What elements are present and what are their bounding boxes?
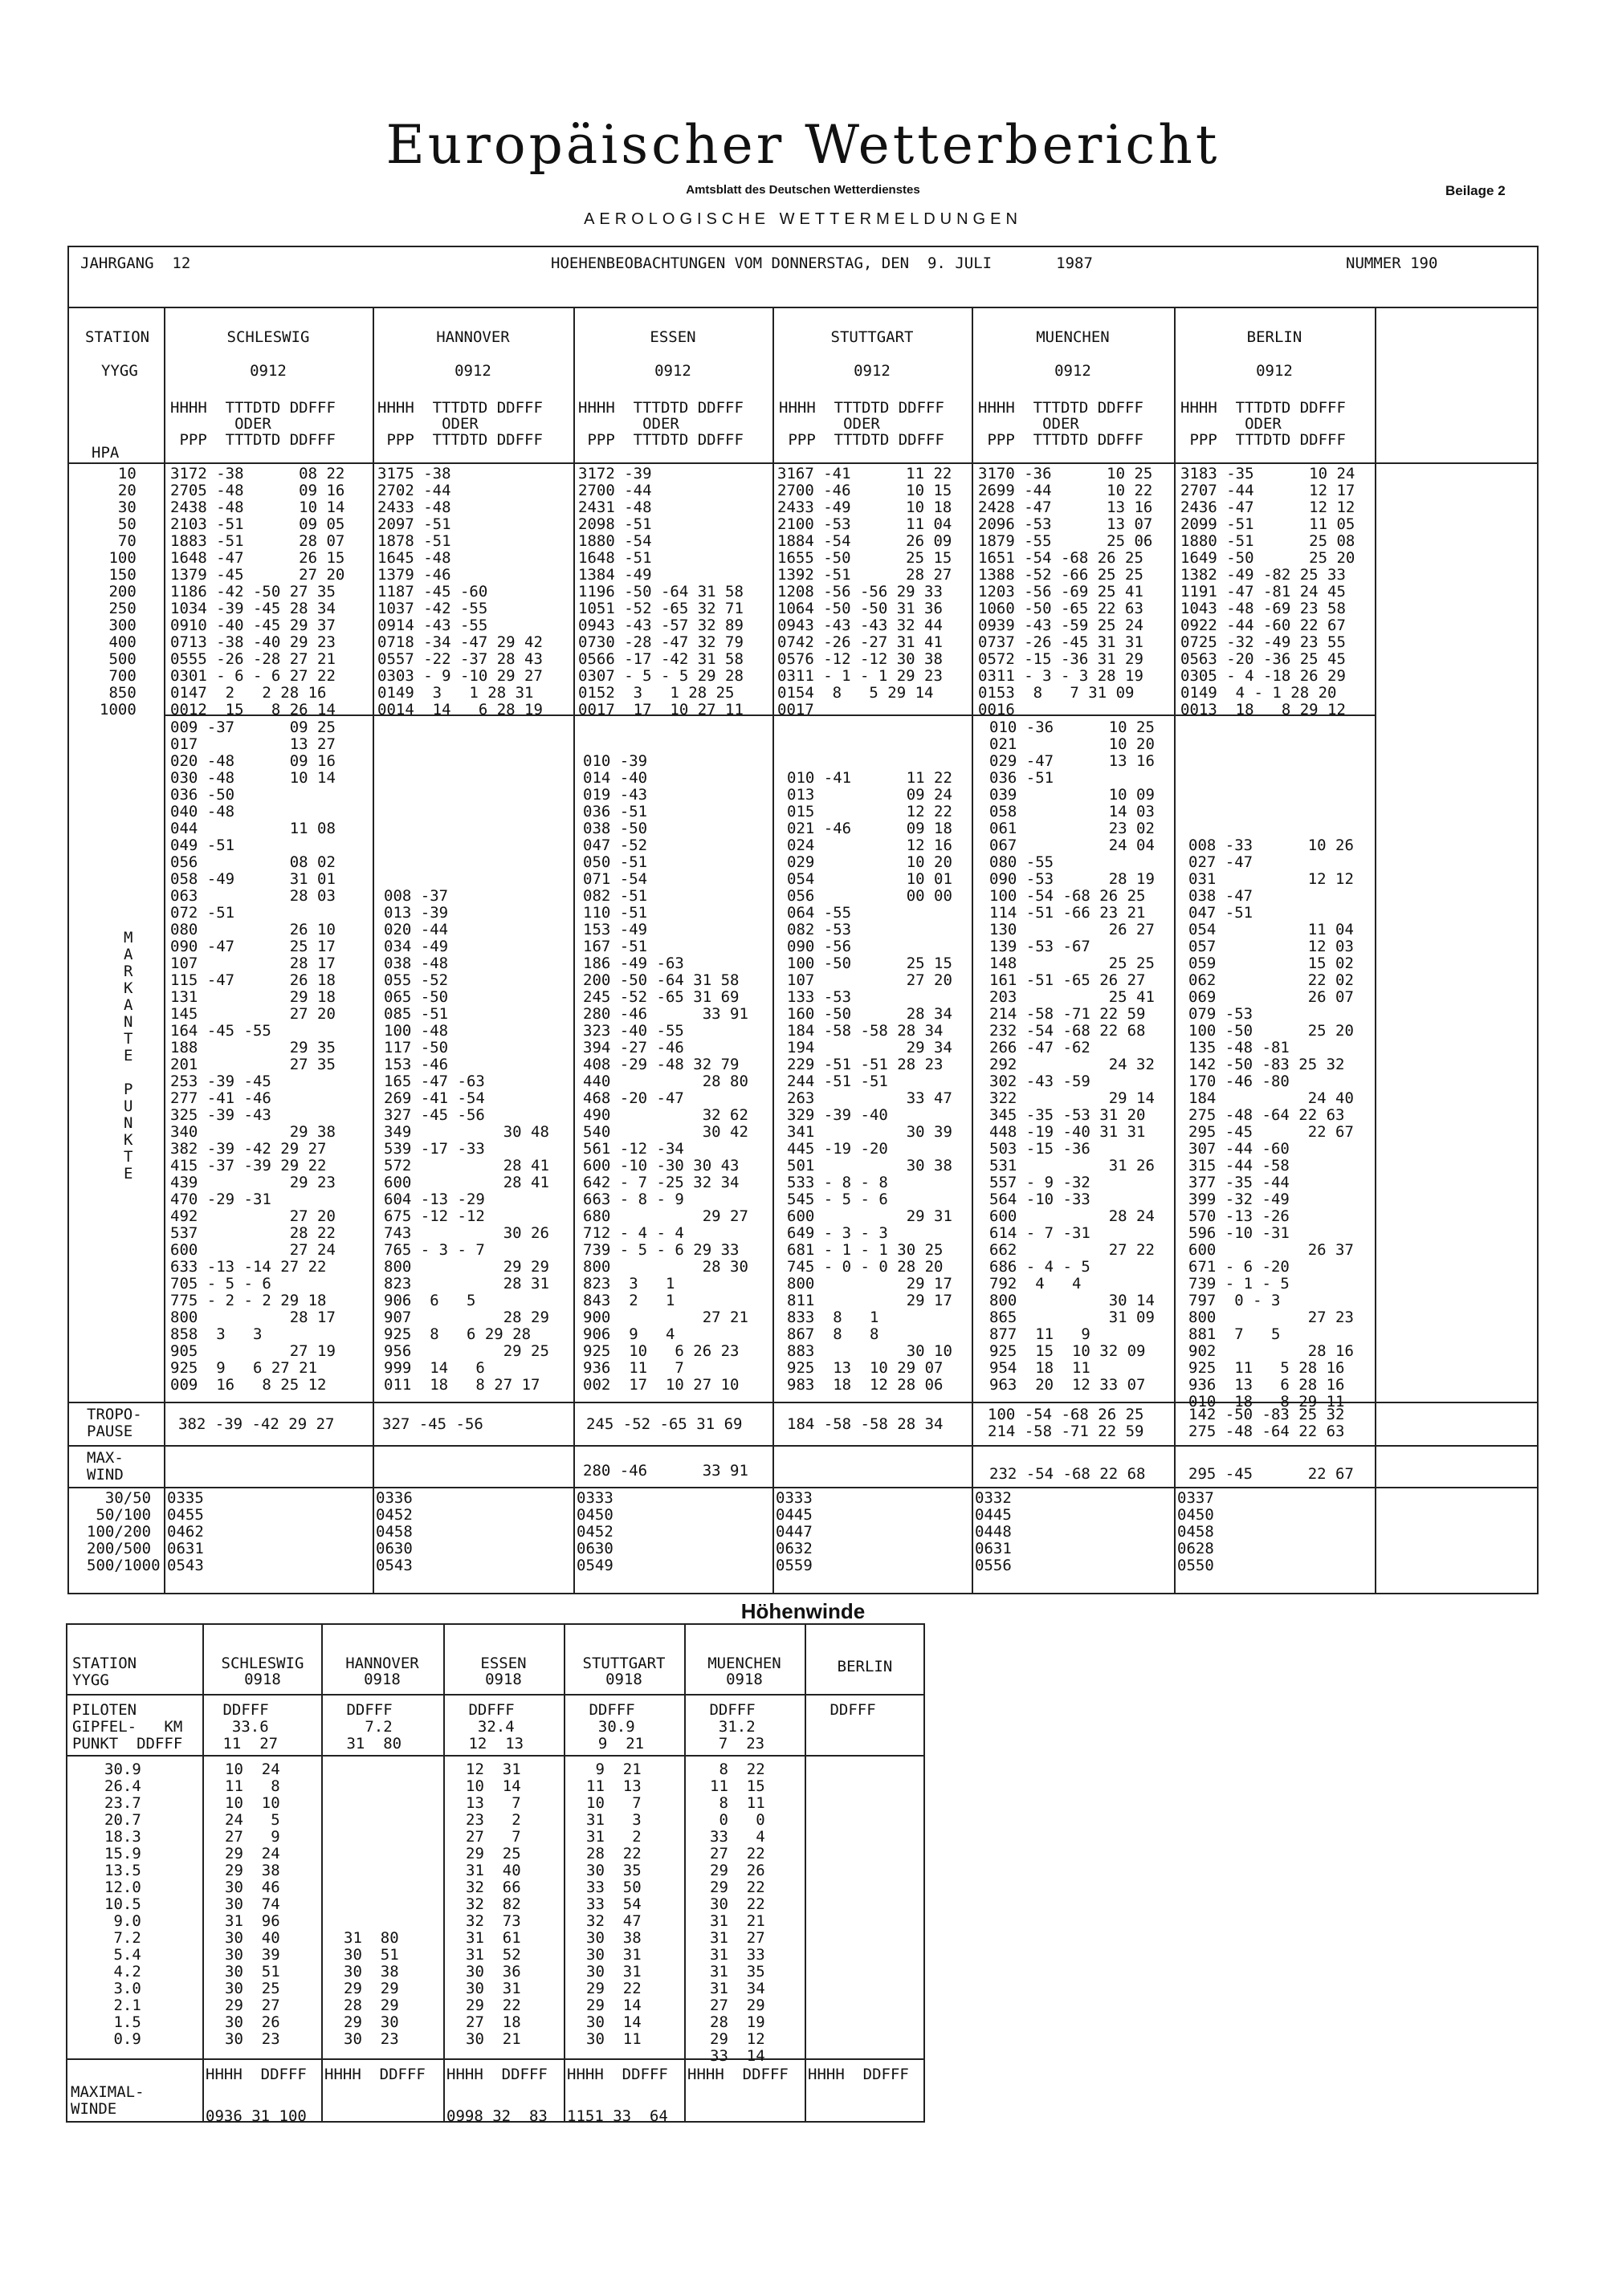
standard-levels-data: 3175 -38 2702 -44 2433 -48 2097 -51 1878 -51 1645 -48 1379 -46 1187 -45 -60 1037 -42 -55 0914 -43 -55 0718 -34 -47 29 42 0557 -22 -37 28 43 0303 - 9 -10 29 27 0149 3 1 28 31 0014 14 6 28 19 bbox=[377, 465, 543, 719]
station-yygg: 0912 bbox=[250, 362, 287, 380]
hw-max-header: HHHH DDFFF bbox=[446, 2066, 548, 2083]
maxwind-data: 280 -46 33 91 bbox=[583, 1462, 748, 1480]
hw-station-yygg: 0918 bbox=[605, 1671, 642, 1688]
standard-levels-data: 3183 -35 10 24 2707 -44 12 17 2436 -47 12 12 2099 -51 11 05 1880 -51 25 08 1649 -50 25 20 1382 -49 -82 25 33 1191 -47 -81 24 45 1043 -48 -69 23 58 0922 -44 -60 22 67 0725 -32 -49 23 55 0563 -20 -36 25 45 0305 - 4 -18 26 29 0149 4 - 1 28 20 0013 18 8 29 12 bbox=[1180, 465, 1355, 719]
tropopause-data: 100 -54 -68 26 25 214 -58 -71 22 59 bbox=[988, 1406, 1144, 1440]
observation-date: HOEHENBEOBACHTUNGEN VOM DONNERSTAG, DEN 9. JULI 1987 bbox=[551, 254, 1093, 272]
wind-shear-data: 0332 0445 0448 0631 0556 bbox=[975, 1489, 1012, 1574]
hw-station-name: STUTTGART bbox=[582, 1655, 666, 1672]
column-header: PPP TTTDTD DDFFF bbox=[978, 431, 1143, 449]
report-subtitle: Amtsblatt des Deutschen Wetterdienstes bbox=[686, 183, 920, 197]
hw-wind-values: 8 22 11 15 8 11 0 0 33 4 27 22 29 26 29 22 30 22 31 21 31 27 31 33 31 35 31 34 27 29 28 19 29 12 33 14 bbox=[710, 1761, 765, 2065]
column-header: HHHH TTTDTD DDFFF bbox=[779, 399, 944, 417]
hw-maximal-label: MAXIMAL- WINDE bbox=[71, 2083, 145, 2118]
station-name: STUTTGART bbox=[830, 328, 914, 346]
column-header: ODER bbox=[170, 415, 271, 433]
wind-shear-data: 0336 0452 0458 0630 0543 bbox=[376, 1489, 413, 1574]
station-name: SCHLESWIG bbox=[226, 328, 310, 346]
maxwind-data: 232 -54 -68 22 68 bbox=[989, 1465, 1146, 1483]
hw-pilot-data: DDFFF 31.2 7 23 bbox=[709, 1701, 765, 1753]
hw-max-header: HHHH DDFFF bbox=[324, 2066, 426, 2083]
station-yygg: 0912 bbox=[1256, 362, 1293, 380]
report-title: Europäischer Wetterbericht bbox=[385, 114, 1221, 176]
significant-levels-data: 008 -33 10 26 027 -47 031 12 12 038 -47 047 -51 054 11 04 057 12 03 059 15 02 062 22 02 069 26 07 079 -53 100 -50 25 20 135 -48 -81 142 -50 -83 25 32 170 -46 -80 184 24 40 275 -48 -64 22 63 295 -45 22 67 307 -44 -60 315 -44 -58 377 -35 -44 399 -32 -49 570 -13 -26 596 -10 -31 600 26 37 671 - 6 -20 739 - 1 - 5 797 0 - 3 800 27 23 881 7 5 902 28 16 925 11 5 28 16 936 13 6 28 16 010 18 8 29 11 bbox=[1188, 837, 1354, 1411]
column-header: HHHH TTTDTD DDFFF bbox=[1180, 399, 1346, 417]
tropopause-data: 245 -52 -65 31 69 bbox=[586, 1415, 743, 1433]
hw-max-value: 0998 32 83 bbox=[446, 2107, 548, 2125]
issue-number: NUMMER 190 bbox=[1346, 254, 1438, 272]
hw-station-yygg: 0918 bbox=[244, 1671, 281, 1688]
station-name: MUENCHEN bbox=[1036, 328, 1110, 346]
column-header: ODER bbox=[978, 415, 1079, 433]
tropopause-data: 327 -45 -56 bbox=[382, 1415, 483, 1433]
maxwind-label: MAX- WIND bbox=[87, 1449, 124, 1484]
column-header: ODER bbox=[578, 415, 679, 433]
station-yygg: 0912 bbox=[854, 362, 891, 380]
tropopause-data: 382 -39 -42 29 27 bbox=[178, 1415, 335, 1433]
hw-pilot-data: DDFFF 7.2 31 80 bbox=[346, 1701, 402, 1753]
hw-station-label: STATION YYGG bbox=[72, 1655, 137, 1689]
wind-shear-data: 0337 0450 0458 0628 0550 bbox=[1177, 1489, 1214, 1574]
beilage-label: Beilage 2 bbox=[1445, 183, 1506, 198]
marked-points-label: M A R K A N T E P U N K T E bbox=[124, 929, 133, 1183]
hw-pilot-data: DDFFF 33.6 11 27 bbox=[222, 1701, 279, 1753]
column-header: ODER bbox=[377, 415, 479, 433]
hw-station-name: SCHLESWIG bbox=[221, 1655, 304, 1672]
station-label: STATION bbox=[85, 328, 150, 346]
wind-shear-data: 0335 0455 0462 0631 0543 bbox=[167, 1489, 204, 1574]
hw-heights: 30.9 26.4 23.7 20.7 18.3 15.9 13.5 12.0 10.5 9.0 7.2 5.4 4.2 3.0 2.1 1.5 0.9 bbox=[104, 1761, 141, 2048]
hw-max-header: HHHH DDFFF bbox=[687, 2066, 789, 2083]
hw-pilot-data: DDFFF 32.4 12 13 bbox=[468, 1701, 524, 1753]
hw-wind-values: 31 80 30 51 30 38 29 29 28 29 29 30 30 23 bbox=[344, 1929, 399, 2048]
hw-station-yygg: 0918 bbox=[485, 1671, 522, 1688]
hw-station-name: BERLIN bbox=[837, 1658, 893, 1675]
column-header: PPP TTTDTD DDFFF bbox=[779, 431, 944, 449]
hw-wind-values: 12 31 10 14 13 7 23 2 27 7 29 25 31 40 32 66 32 82 32 73 31 61 31 52 30 36 30 31 29 22 27 18 30 21 bbox=[466, 1761, 521, 2048]
jahrgang-label: JAHRGANG 12 bbox=[80, 254, 191, 272]
hw-station-name: HANNOVER bbox=[345, 1655, 419, 1672]
wind-shear-data: 0333 0445 0447 0632 0559 bbox=[776, 1489, 813, 1574]
hw-max-header: HHHH DDFFF bbox=[808, 2066, 909, 2083]
column-header: HHHH TTTDTD DDFFF bbox=[377, 399, 543, 417]
column-header: ODER bbox=[779, 415, 880, 433]
hw-station-yygg: 0918 bbox=[726, 1671, 763, 1688]
wind-shear-data: 0333 0450 0452 0630 0549 bbox=[577, 1489, 613, 1574]
column-header: PPP TTTDTD DDFFF bbox=[1180, 431, 1346, 449]
column-header: PPP TTTDTD DDFFF bbox=[170, 431, 336, 449]
standard-levels-data: 3170 -36 10 25 2699 -44 10 22 2428 -47 13 16 2096 -53 13 07 1879 -55 25 06 1651 -54 -68 26 25 1388 -52 -66 25 25 1203 -56 -69 25 41 1060 -50 -65 22 63 0939 -43 -59 25 24 0737 -26 -45 31 31 0572 -15 -36 31 29 0311 - 3 - 3 28 19 0153 8 7 31 09 0016 bbox=[978, 465, 1153, 719]
significant-levels-data: 008 -37 013 -39 020 -44 034 -49 038 -48 055 -52 065 -50 085 -51 100 -48 117 -50 153 -46 165 -47 -63 269 -41 -54 327 -45 -56 349 30 48 539 -17 -33 572 28 41 600 28 41 604 -13 -29 675 -12 -12 743 30 26 765 - 3 - 7 800 29 29 823 28 31 906 6 5 907 28 29 925 8 6 29 28 956 29 25 999 14 6 011 18 8 27 17 bbox=[384, 887, 549, 1394]
hw-pilot-data: DDFFF bbox=[821, 1701, 876, 1719]
wind-shear-labels: 30/50 50/100 100/200 200/500 500/1000 bbox=[87, 1489, 161, 1574]
hw-max-header: HHHH DDFFF bbox=[567, 2066, 668, 2083]
column-header: PPP TTTDTD DDFFF bbox=[578, 431, 744, 449]
tropopause-label: TROPO- PAUSE bbox=[87, 1406, 142, 1440]
station-yygg: 0912 bbox=[654, 362, 691, 380]
hw-pilot-label: PILOTEN GIPFEL- KM PUNKT DDFFF bbox=[72, 1701, 183, 1753]
hw-max-value: 0936 31 100 bbox=[206, 2107, 307, 2125]
column-header: HHHH TTTDTD DDFFF bbox=[978, 399, 1143, 417]
std-levels: 10 20 30 50 70 100 150 200 250 300 400 500 700 850 1000 bbox=[100, 465, 137, 719]
station-name: HANNOVER bbox=[436, 328, 510, 346]
hw-wind-values: 10 24 11 8 10 10 24 5 27 9 29 24 29 38 30 46 30 74 31 96 30 40 30 39 30 51 30 25 29 27 30 26 30 23 bbox=[225, 1761, 280, 2048]
column-header: HHHH TTTDTD DDFFF bbox=[578, 399, 744, 417]
hw-pilot-data: DDFFF 30.9 9 21 bbox=[589, 1701, 645, 1753]
station-yygg: 0912 bbox=[454, 362, 491, 380]
hw-station-yygg: 0918 bbox=[364, 1671, 401, 1688]
standard-levels-data: 3172 -38 08 22 2705 -48 09 16 2438 -48 10 14 2103 -51 09 05 1883 -51 28 07 1648 -47 26 15 1379 -45 27 20 1186 -42 -50 27 35 1034 -39 -45 28 34 0910 -40 -45 29 37 0713 -38 -40 29 23 0555 -26 -28 27 21 0301 - 6 - 6 27 22 0147 2 2 28 16 0012 15 8 26 14 bbox=[170, 465, 345, 719]
significant-levels-data: 010 -39 014 -40 019 -43 036 -51 038 -50 047 -52 050 -51 071 -54 082 -51 110 -51 153 -49 167 -51 186 -49 -63 200 -50 -64 31 58 245 -52 -65 31 69 280 -46 33 91 323 -40 -55 394 -27 -46 408 -29 -48 32 79 440 28 80 468 -20 -47 490 32 62 540 30 42 561 -12 -34 600 -10 -30 30 43 642 - 7 -25 32 34 663 - 8 - 9 680 29 27 712 - 4 - 4 739 - 5 - 6 29 33 800 28 30 823 3 1 843 2 1 900 27 21 906 9 4 925 10 6 26 23 936 11 7 002 17 10 27 10 bbox=[583, 752, 748, 1394]
tropopause-data: 184 -58 -58 28 34 bbox=[787, 1415, 944, 1433]
station-yygg: 0912 bbox=[1054, 362, 1091, 380]
standard-levels-data: 3172 -39 2700 -44 2431 -48 2098 -51 1880 -54 1648 -51 1384 -49 1196 -50 -64 31 58 1051 -52 -65 32 71 0943 -43 -57 32 89 0730 -28 -47 32 79 0566 -17 -42 31 58 0307 - 5 - 5 29 28 0152 3 1 28 25 0017 17 10 27 11 bbox=[578, 465, 744, 719]
station-name: BERLIN bbox=[1246, 328, 1302, 346]
maxwind-data: 295 -45 22 67 bbox=[1188, 1465, 1354, 1483]
standard-levels-data: 3167 -41 11 22 2700 -46 10 15 2433 -49 10 18 2100 -53 11 04 1884 -54 26 09 1655 -50 25 15 1392 -51 28 27 1208 -56 -56 29 33 1064 -50 -50 31 36 0943 -43 -43 32 44 0742 -26 -27 31 41 0576 -12 -12 30 38 0311 - 1 - 1 29 23 0154 8 5 29 14 0017 bbox=[777, 465, 952, 719]
hw-wind-values: 9 21 11 13 10 7 31 3 31 2 28 22 30 35 33 50 33 54 32 47 30 38 30 31 30 31 29 22 29 14 30 14 30 11 bbox=[586, 1761, 642, 2048]
hw-station-name: MUENCHEN bbox=[707, 1655, 781, 1672]
yygg-label: YYGG bbox=[101, 362, 138, 380]
section-title: AEROLOGISCHE WETTERMELDUNGEN bbox=[584, 210, 1022, 228]
column-header: HHHH TTTDTD DDFFF bbox=[170, 399, 336, 417]
hpa-label: HPA bbox=[92, 444, 120, 462]
hw-max-header: HHHH DDFFF bbox=[206, 2066, 307, 2083]
column-header: PPP TTTDTD DDFFF bbox=[377, 431, 543, 449]
significant-levels-data: 010 -36 10 25 021 10 20 029 -47 13 16 036 -51 039 10 09 058 14 03 061 23 02 067 24 04 080 -55 090 -53 28 19 100 -54 -68 26 25 114 -51 -66 23 21 130 26 27 139 -53 -67 148 25 25 161 -51 -65 26 27 203 25 41 214 -58 -71 22 59 232 -54 -68 22 68 266 -47 -62 292 24 32 302 -43 -59 322 29 14 345 -35 -53 31 20 448 -19 -40 31 31 503 -15 -36 531 31 26 557 - 9 -32 564 -10 -33 600 28 24 614 - 7 -31 662 27 22 686 - 4 - 5 792 4 4 800 30 14 865 31 09 877 11 9 925 15 10 32 09 954 18 11 963 20 12 33 07 bbox=[989, 719, 1155, 1394]
hw-station-name: ESSEN bbox=[480, 1655, 527, 1672]
hw-max-value: 1151 33 64 bbox=[567, 2107, 668, 2125]
significant-levels-data: 009 -37 09 25 017 13 27 020 -48 09 16 030 -48 10 14 036 -50 040 -48 044 11 08 049 -51 056 08 02 058 -49 31 01 063 28 03 072 -51 080 26 10 090 -47 25 17 107 28 17 115 -47 26 18 131 29 18 145 27 20 164 -45 -55 188 29 35 201 27 35 253 -39 -45 277 -41 -46 325 -39 -43 340 29 38 382 -39 -42 29 27 415 -37 -39 29 22 439 29 23 470 -29 -31 492 27 20 537 28 22 600 27 24 633 -13 -14 27 22 705 - 5 - 6 775 - 2 - 2 29 18 800 28 17 858 3 3 905 27 19 925 9 6 27 21 009 16 8 25 12 bbox=[170, 719, 336, 1394]
tropopause-data: 142 -50 -83 25 32 275 -48 -64 22 63 bbox=[1188, 1406, 1345, 1440]
column-header: ODER bbox=[1180, 415, 1282, 433]
hoehenwinde-title: Höhenwinde bbox=[740, 1599, 866, 1623]
station-name: ESSEN bbox=[650, 328, 696, 346]
significant-levels-data: 010 -41 11 22 013 09 24 015 12 22 021 -46 09 18 024 12 16 029 10 20 054 10 01 056 00 00 064 -55 082 -53 090 -56 100 -50 25 15 107 27 20 133 -53 160 -50 28 34 184 -58 -58 28 34 194 29 34 229 -51 -51 28 23 244 -51 -51 263 33 47 329 -39 -40 341 30 39 445 -19 -20 501 30 38 533 - 8 - 8 545 - 5 - 6 600 29 31 649 - 3 - 3 681 - 1 - 1 30 25 745 - 0 - 0 28 20 800 29 17 811 29 17 833 8 1 867 8 8 883 30 10 925 13 10 29 07 983 18 12 28 06 bbox=[787, 769, 952, 1394]
